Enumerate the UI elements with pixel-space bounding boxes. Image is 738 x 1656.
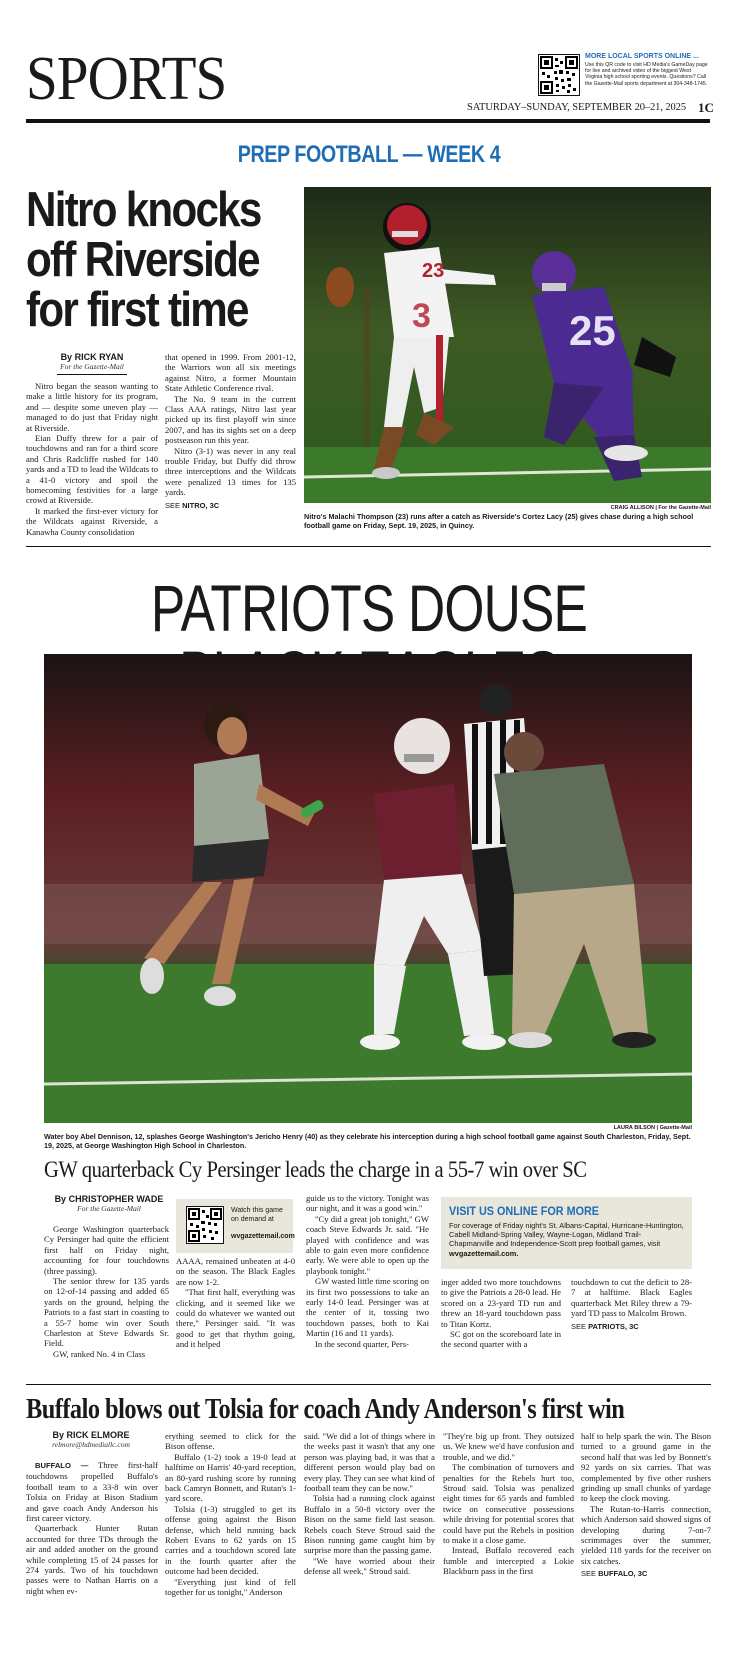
see-ref: NITRO, 3C [182, 500, 220, 510]
paragraph: "That first half, everything was clicking, and it seemed like we could do whatever we wanted out there," Persinger said. "It was good to get that rhythm going, and it helped [176, 1287, 295, 1350]
story2-photo-credit: LAURA BILSON | Gazette-Mail [613, 1125, 692, 1131]
paragraph: touchdown to cut the deficit to 28-7 at halftime. Black Eagles quarterback Met Riley threw a 79-yard TD pass to Malcolm Brown. [571, 1277, 692, 1319]
paragraph: Quarterback Hunter Rutan accounted for three TDs through the air and added another on the ground while completing 15 of 24 passes for 274 yards. Two of his touchdown passes were to Nathan Harris on a night when ev- [26, 1523, 158, 1596]
see-label: SEE [571, 1321, 587, 1331]
paragraph: It marked the first-ever victory for the Wildcats against Riverside, a Kanawha County consolidation [26, 505, 158, 537]
paragraph: guide us to the victory. Tonight was our night, and it was a good win." [306, 1193, 429, 1214]
masthead-rule [26, 119, 710, 123]
promo-text: Use this QR code to visit HD Media's GameDay page for live and archived video of the biggest West Virginia high school sporting events. Questions? Call the Gazette-Mail sports department at 304-348-1745. [585, 62, 708, 87]
paragraph: GW, ranked No. 4 in Class [53, 1348, 146, 1359]
paragraph: Eian Duffy threw for a pair of touchdowns and ran for a third score and Chris Radcliffe rushed for 140 yards and a TD to lead the Wildcats to a 41-0 victory and spoil the homecoming festivities for a large crowd at Riverside. [26, 433, 158, 506]
story3-column-2 [165, 1431, 296, 1598]
online-text-body: For coverage of Friday night's St. Albans-Capital, Hurricane-Huntington, Cabell Midland-Spring Valley, Wayne-Logan, Midland Trail-Chapmanville and Independence-Scott prep football games, visit [449, 1221, 684, 1249]
jersey-number-25: 25 [569, 307, 616, 354]
story1-byline [26, 352, 158, 375]
story1-column-1 [26, 381, 158, 537]
paragraph: inger added two more touchdowns to give the Patriots a 28-0 lead. He scored on a 23-yard TD run and threw an 18-yard touchdown pass to Titan Kortz. [441, 1277, 561, 1329]
paragraph [26, 1460, 158, 1523]
story2-column-5 [571, 1277, 692, 1332]
byline-affiliation: For the Gazette-Mail [77, 1204, 141, 1213]
paragraph: The senior threw for 135 yards on 12-of-14 passing and added 65 yards on the ground, helping the Patriots to a fast start in coasting to a 55-7 home win over South Charleston at Steve Edwards Sr. Field. [44, 1276, 169, 1349]
paragraph: Buffalo (1-2) took a 19-0 lead at halftime on Harris' 40-yard reception, an 80-yard rushing score by running back Camryn Bonnett, and Rutan's 1-yard score. [165, 1451, 296, 1504]
story1-headline-line: off Riverside [26, 233, 259, 287]
watch-url[interactable]: wvgazettemail.com [231, 1233, 295, 1240]
story1-headline-line: for first time [26, 283, 248, 337]
story3-column-5 [581, 1431, 711, 1580]
story3-column-3 [304, 1431, 435, 1577]
paragraph: "They're big up front. They outsized us. We knew we'd have confusion and trouble, and we did." [443, 1431, 574, 1462]
byline-affiliation: relmore@hdmediallc.com [52, 1440, 130, 1449]
story1-headline-line: Nitro knocks [26, 183, 261, 237]
story1-caption: Nitro's Malachi Thompson (23) runs after a catch as Riverside's Cortez Lacy (25) gives chase during a high school football game on Friday, Sept. 19, 2025, in Quincy. [304, 512, 694, 530]
watch-text: Watch this game on demand at [231, 1207, 283, 1223]
jersey-number-23: 23 [422, 260, 445, 282]
paragraph: Nitro (3-1) was never in any real trouble Friday, but Duffy did throw three interceptions and the Wildcats were penalized 13 times for 135 yards. [165, 445, 296, 498]
paragraph: SC got on the scoreboard late in the second quarter with a [441, 1329, 561, 1350]
see-ref: PATRIOTS, 3C [588, 1321, 639, 1331]
promo-title: MORE LOCAL SPORTS ONLINE ... [585, 53, 699, 60]
paragraph: George Washington quarterback Cy Persinger had quite the efficient first half on Friday night, accounting for four touchdowns (three passing). [44, 1224, 169, 1276]
story2-caption: Water boy Abel Dennison, 12, splashes George Washington's Jericho Henry (40) as they celebrate his interception during a high school football game against South Charleston, Friday, Sept. 19, 2025, at George Washington High School in Charleston. [44, 1132, 691, 1150]
byline-name: By CHRISTOPHER WADE [54, 1194, 164, 1204]
paragraph: AAAA, remained unbeaten at 4-0 on the season. The Black Eagles are now 1-2. [176, 1256, 295, 1287]
paragraph: Tolsia had a running clock against Buffalo in a 50-8 victory over the Bison on the same field last season. Rebels coach Steve Stroud said the Bison running game caught him by surprise more than the passing game. [304, 1493, 435, 1556]
dateline: BUFFALO — [35, 1461, 89, 1470]
paragraph: The No. 9 team in the current Class AAA ratings, Nitro last year picked up its first playoff win since 2007, and has its sights set on a deep postseason run this year. [165, 393, 296, 446]
story1-kicker: PREP FOOTBALL — WEEK 4 [237, 141, 501, 168]
story2-photo [44, 654, 692, 1123]
paragraph: "We have worried about their defense all week," Stroud said. [304, 1555, 435, 1577]
paragraph: Tolsia (1-3) struggled to get its offense going against the Bison defense, which held running back Robert Evans to 62 yards on 15 carries and a touchdown scored late in the fourth quarter after the outcome had been decided. [165, 1503, 296, 1577]
story1-column-2 [165, 352, 296, 511]
story3-column-1 [26, 1460, 158, 1596]
paragraph: said. "We did a lot of things where in the weeks past it wasn't that any one person was playing bad, it was that a different person would play bad on every play. They can see what kind of football team they can be now." [304, 1431, 435, 1494]
story2-column-1 [44, 1224, 169, 1359]
story2-photo-image [44, 654, 692, 1123]
story3-headline: Buffalo blows out Tolsia for coach Andy Anderson's first win [26, 1394, 625, 1425]
story2-column-2 [176, 1256, 295, 1350]
story3-jump[interactable] [581, 1569, 711, 1579]
story2-headline: PATRIOTS DOUSE [150, 571, 588, 645]
paragraph: In the second quarter, Pers- [315, 1338, 409, 1349]
see-label: SEE [165, 500, 181, 510]
paragraph: GW wasted little time scoring on its first two possessions to take an early 14-0 lead. Persinger was at the center of it, tossing two touchdown passes, both to Kai Martin (16 and 11 yards). [306, 1276, 429, 1339]
story1-photo-image [304, 187, 711, 503]
section-title: SPORTS [26, 45, 227, 113]
byline-name: By RICK ELMORE [52, 1430, 130, 1440]
paragraph: "Cy did a great job tonight," GW coach Steve Edwards Jr. said. "He played with confidence and was able to gain even more confidence early. We were able to open up the playbook tonight." [306, 1213, 429, 1276]
visit-online-box[interactable] [441, 1197, 692, 1269]
story3-byline [26, 1430, 156, 1449]
promo-qr-code[interactable] [538, 54, 580, 96]
byline-name: By RICK RYAN [60, 352, 124, 362]
story2-jump[interactable] [571, 1322, 692, 1332]
story2-subhead: GW quarterback Cy Persinger leads the charge in a 55-7 win over SC [44, 1157, 587, 1182]
story3-column-4 [443, 1431, 574, 1577]
svg-text:3: 3 [412, 297, 431, 335]
story2-column-3 [306, 1193, 429, 1349]
paragraph: Nitro began the season wanting to make a little history for its program, and — despite some uneven play — managed to do just that Friday night at Riverside. [26, 381, 158, 433]
story1-photo [304, 187, 711, 503]
online-text [449, 1221, 684, 1258]
story2-column-4 [441, 1277, 561, 1350]
see-ref: BUFFALO, 3C [598, 1569, 648, 1579]
watch-qr-code[interactable] [186, 1206, 224, 1244]
page-number: 1C [698, 100, 714, 115]
section-divider [26, 1384, 711, 1385]
online-title: VISIT US ONLINE FOR MORE [449, 1204, 600, 1218]
paragraph: "Everything just kind of fell together for us tonight," Anderson [165, 1576, 296, 1598]
paragraph: Instead, Buffalo recovered each fumble and intercepted a Lokie Blackburn pass in the first [443, 1545, 574, 1577]
story2-byline [44, 1194, 174, 1213]
masthead [0, 0, 738, 125]
paragraph: half to help spark the win. The Bison turned to a ground game in the second half that was led by Bonnett's 92 yards on six carries. That was complemented by five other rushers grinding up small chunks of yardage to keep the clock moving. [581, 1431, 711, 1504]
see-label: SEE [581, 1569, 597, 1579]
paragraph: The combination of turnovers and penalties for the Rebels hurt too, Stroud said. Tolsia was penalized eight times for 65 yards and fumbled twice on consecutive possessions while driving for potential scores that could have put the Rebels in position to make it a close game. [443, 1462, 574, 1546]
paragraph: erything seemed to click for the Bison offense. [165, 1431, 296, 1452]
byline-affiliation: For the Gazette-Mail [60, 362, 124, 371]
issue-date: SATURDAY–SUNDAY, SEPTEMBER 20–21, 2025 [467, 102, 686, 113]
story1-photo-credit: CRAIG ALLISON | For the Gazette-Mail [610, 505, 711, 511]
paragraph: that opened in 1999. From 2001-12, the Warriors won all six meetings against Nitro, a former Mountain State Athletic Conference rival. [165, 352, 296, 394]
section-divider [26, 546, 711, 547]
watch-on-demand-box[interactable] [176, 1199, 293, 1253]
lede: Three first-half touchdowns propelled Buffalo's football team to a 33-8 win over Tolsia on Friday at Bison Stadium and gave coach Andy Anderson his first career victory. [26, 1460, 158, 1524]
online-url[interactable]: wvgazettemail.com. [449, 1248, 519, 1258]
story1-jump[interactable] [165, 501, 296, 511]
paragraph: The Rutan-to-Harris connection, which Anderson said showed signs of developing during 7-on-7 scrimmages over the summer, yielded 118 yards for the receiver on six catches. [581, 1503, 711, 1566]
